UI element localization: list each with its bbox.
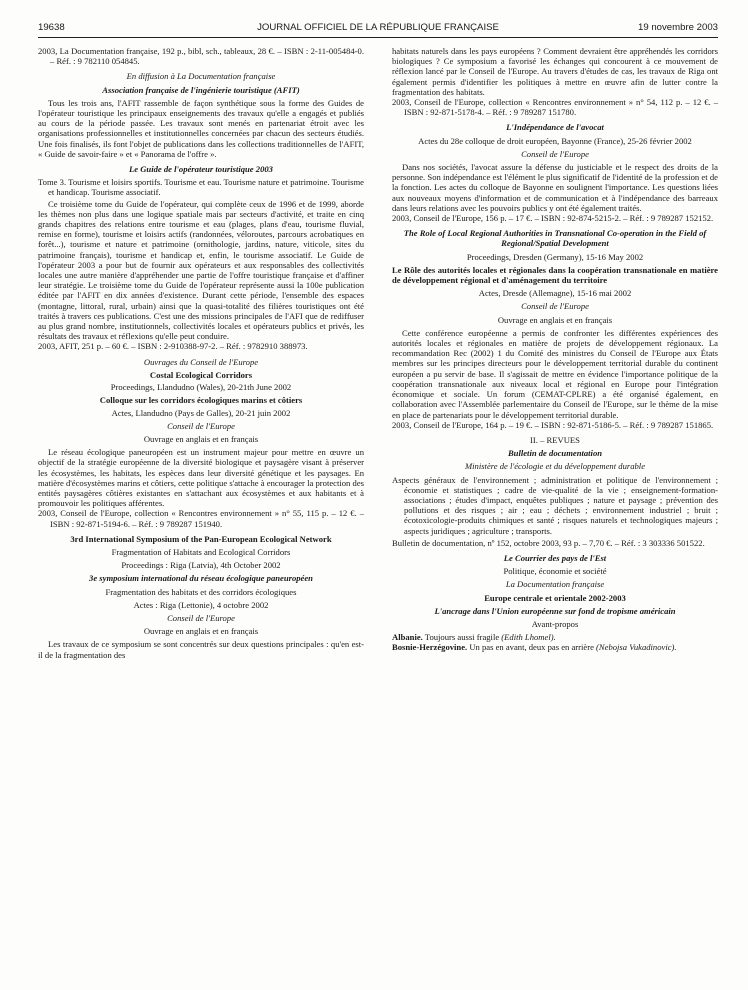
entry-body: habitats naturels dans les pays européens ? Comment devraient être appréhendés les corridors biologiques ? Ce symposium a favorisé les échanges qui concourent à ce mouvement de réflexion lancé par le Conseil de l'Europe. Au travers d'études de cas, les travaux de Riga ont également permis d'identifier les politiques à mettre en œuvre afin de lutter contre la fragmentation des habitats. [392,46,718,97]
country-label: Albanie. [392,632,423,643]
avant-propos-line: Avant-propos [531,618,579,629]
entry-body: Tous les trois ans, l'AFIT rassemble de façon synthétique sous la forme des Guides de l'opérateur touristique les principaux enseignements des travaux qu'elle a engagés et publiés au cours de la période passée. Les travaux sont menés en partenariat étroit avec les organisations professionnelles et institutionnelles concernées par chacun des secteurs étudiés. Une fois finalisés, ils font l'objet de publications dans les collections traditionnelles de l'AFIT, « Guide de savoir-faire » et « Panorama de l'offre ». [38,97,364,159]
entry-title: Europe centrale et orientale 2002-2003 [484,592,626,603]
publisher-line: Ministère de l'écologie et du développement durable [464,461,646,472]
entry-title: Costal Ecological Corridors [149,369,253,380]
entry-title: 3rd International Symposium of the Pan-European Ecological Network [70,533,332,544]
left-column [38,46,364,660]
entry-title: Colloque sur les corridors écologiques marins et côtiers [99,395,303,406]
entry-title: The Role of Local Regional Authorities in Transnational Co-operation in the Field of Regional/Spatial Development [403,228,707,249]
publisher-line: Conseil de l'Europe [521,301,589,312]
subtitle-line: Fragmentation of Habitats and Ecological Corridors [111,546,291,557]
entry-title: Le Rôle des autorités locales et régionales dans la coopération transnationale en matière de développement régional et d'aménagement du territoire [392,264,718,286]
entry-body: Cette conférence européenne a permis de confronter les différentes expériences des autorités locales et régionales en matière de projets de développement régionaux. La recommandation Rec (2002) 1 du Comité des ministres du Conseil de l'Europe aux États membres sur les principes directeurs pour le développement territorial durable du continent européen a pu servir de base. Il s'agissait de mettre en évidence l'importance politique de la coopération transnationale aux niveaux local et régional en Europe pour l'intégration économique et sociale. Un forum (CEMAT-CPLRE) a été organisé également, en collaboration avec l'Assemblée parlementaire du Conseil de l'Europe, sur le thème de la mise en place de partenariats pour le développement territorial durable. [392,327,718,420]
entry-body: Dans nos sociétés, l'avocat assure la défense du justiciable et le respect des droits de la personne. Son indépendance est l'élément le plus significatif de l'identité de la profession et de la fonction. Les actes du colloque de Bayonne en soulignent l'importance. Les questions liées aux nouveaux moyens d'information et de communication et à l'indépendance des barreaux dans leurs relations avec les pouvoirs publics y ont été également traités. [392,162,718,213]
entry-title: Le Courrier des pays de l'Est [503,552,607,563]
entry-body: Les travaux de ce symposium se sont concentrés sur deux questions principales : qu'en est-il de la fragmentation des [38,639,364,660]
entry-title: Bulletin de documentation [507,448,603,459]
subtitle-line: L'ancrage dans l'Union européenne sur fond de tropisme américain [434,605,676,616]
author-name: (Edith Lhomel). [501,632,556,643]
reference-line: Bulletin de documentation, nº 152, octobre 2003, 93 p. – 7,70 €. – Réf. : 3 303336 501522. [392,537,705,548]
proceedings-line: Proceedings, Llandudno (Wales), 20-21th June 2002 [110,382,292,393]
section-heading: II. – REVUES [530,434,580,445]
language-line: Ouvrage en anglais et en français [143,626,259,637]
reference-line: 2003, Conseil de l'Europe, collection « Rencontres environnement » n° 54, 112 p. – 12 €. – ISBN : 92-871-5178-4. – Réf. : 9 789287 151780. [392,97,718,118]
issue-date: 19 novembre 2003 [637,22,718,33]
subtitle-line: Politique, économie et société [503,566,607,577]
page-header [38,22,718,36]
publisher-line: Conseil de l'Europe [521,148,589,159]
entry-body: Ce troisième tome du Guide de l'opérateur, qui complète ceux de 1996 et de 1999, aborde les thèmes non plus dans une logique spatiale mais par secteurs d'activité, et traite en cinq grands chapitres des relations entre tourisme et eau (plages, plans d'eau, tourisme fluvial, remise en forme), tourisme et loisirs actifs (randonnées, véloroutes, parcours acrobatiques en forêt...), tourisme et nature et patrimoine (ornithologie, jardins, nature, viticole, sites du patrimoine français), tourisme et handicap et, enfin, le tourisme associatif. Le Guide de l'opérateur 2003 a pour but de fournir aux opérateurs et aux responsables des collectivités locales une autre manière d'appréhender une partie de l'offre touristique française et d'affiner leur stratégie. Le troisième tome du Guide de l'opérateur représente aussi la 100e publication éditée par l'AFIT en dix années d'existence. Durant cette période, l'ensemble des espaces (montagne, littoral, rural, urbain) ainsi que la quasi-totalité des filières touristiques ont été traités à travers ces publications. C'est une des missions principales de l'AFI que de rediffuser au plus grand nombre, institutionnels, collectivités locales et opérateurs publics et privés, les résultats des travaux et réflexions qu'elle peut conduire. [38,198,364,342]
language-line: Ouvrage en anglais et en français [143,433,259,444]
reference-line: 2003, AFIT, 251 p. – 60 €. – ISBN : 2-910388-97-2. – Réf. : 9782910 388973. [38,341,308,352]
language-line: Ouvrage en anglais et en français [497,314,613,325]
page-number: 19638 [38,22,65,33]
publisher-line: Conseil de l'Europe [167,612,235,623]
country-label: Bosnie-Herzégovine. [392,642,468,653]
publisher-line: La Documentation française [505,579,605,590]
entry-title: L'Indépendance de l'avocat [506,122,604,133]
publisher-line: Conseil de l'Europe [167,420,235,431]
list-item: Albanie. Toujours aussi fragile (Edith Lhomel). [392,632,556,643]
proceedings-line: Proceedings : Riga (Latvia), 4th October 2002 [121,560,281,571]
author-name: (Nebojsa Vukadinovic). [596,642,677,653]
entry-body: Aspects généraux de l'environnement ; administration et politique de l'environnement ; économie et statistiques ; cadre de vie-qualité de la vie ; enseignement-formation-associations ; études d'impact, enquêtes publiques ; nature et paysage ; prévention des pollutions et des risques ; air ; eau ; déchets ; environnement industriel ; bruit ; écotoxicologie-produits chimiques et santé ; risques naturels et technologiques majeurs ; aspects juridiques ; agriculture ; transports. [392,474,718,536]
reference-line: 2003, Conseil de l'Europe, 164 p. – 19 €. – ISBN : 92-871-5186-5. – Réf. : 9 789287 151865. [392,419,714,430]
proceedings-line: Actes : Riga (Lettonie), 4 octobre 2002 [133,599,269,610]
entry-title: Le Guide de l'opérateur touristique 2003 [129,164,273,175]
distribution-note: En diffusion à La Documentation française [126,71,276,82]
reference-line: 2003, La Documentation française, 192 p., bibl, sch., tableaux, 28 €. – ISBN : 2-11-005484-0. – Réf. : 9 782110 054845. [38,46,364,67]
right-column [392,46,718,653]
entry-title: Association française de l'ingénierie touristique (AFIT) [102,84,300,95]
entry-title: 3e symposium international du réseau écologique paneuropéen [89,573,313,584]
proceedings-line: Proceedings, Dresden (Germany), 15-16 May 2002 [466,251,644,262]
list-item: Bosnie-Herzégovine. Un pas en avant, deux pas en arrière (Nebojsa Vukadinovic). [392,642,677,653]
reference-line: 2003, Conseil de l'Europe, collection « Rencontres environnement » n° 55, 115 p. – 12 €. – ISBN : 92-871-5194-6. – Réf. : 9 789287 151940. [38,508,364,529]
proceedings-line: Actes, Dresde (Allemagne), 15-16 mai 2002 [478,288,632,299]
proceedings-line: Actes du 28e colloque de droit européen, Bayonne (France), 25-26 février 2002 [418,135,692,146]
reference-line: 2003, Conseil de l'Europe, 156 p. – 17 €. – ISBN : 92-874-5215-2. – Réf. : 9 789287 152152. [392,213,714,224]
journal-title: JOURNAL OFFICIEL DE LA RÉPUBLIQUE FRANÇAISE [257,22,499,33]
entry-body: Le réseau écologique paneuropéen est un instrument majeur pour mettre en œuvre un objectif de la stratégie européenne de la diversité biologique et paysagère visant à préserver les écosystèmes, les habitats, les espèces dans leur diversité génétique et les paysages. En matière d'écosystèmes marins et côtiers, cette politique s'attache à encourager la protection des entités paysagères côtières existantes en s'attachant aux écosystèmes et aux habitants et à promouvoir les politiques afférentes. [38,447,364,509]
proceedings-line: Actes, Llandudno (Pays de Galles), 20-21 juin 2002 [111,407,291,418]
section-heading: Ouvrages du Conseil de l'Europe [143,356,259,367]
header-rule [38,37,718,38]
tome-line: Tome 3. Tourisme et loisirs sportifs. Tourisme et eau. Tourisme nature et patrimoine. Tourisme et handicap. Tourisme associatif. [38,177,364,198]
subtitle-line: Fragmentation des habitats et des corridors écologiques [105,586,297,597]
